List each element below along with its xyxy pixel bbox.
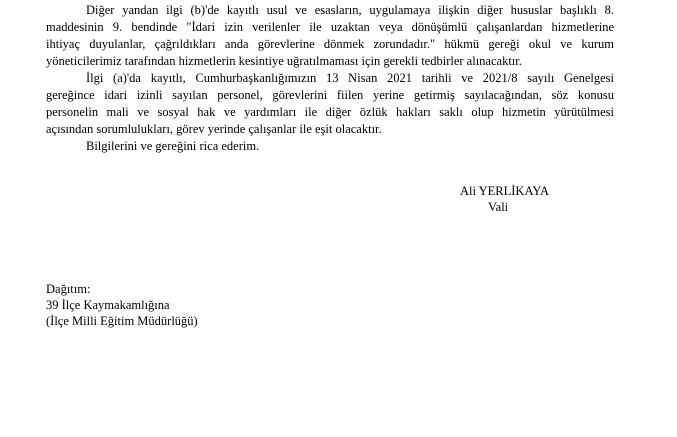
paragraph2-line4: açısından sorumlulukları, görev yerinde çalışanlar ile eşit olacaktır. bbox=[46, 122, 382, 136]
closing-sentence: Bilgilerini ve gereğini rica ederim. bbox=[86, 139, 260, 153]
signatory-title: Vali bbox=[488, 200, 509, 214]
paragraph2-line1: İlgi (a)'da kayıtlı, Cumhurbaşkanlığımızın 13 Nisan 2021 tarihli ve 2021/8 sayılı Genelgesi bbox=[86, 71, 614, 85]
paragraph1-line4: yöneticilerimiz tarafından hizmetlerin kesintiye uğratılmaması için gerekli tedbirler alınacaktır. bbox=[46, 54, 522, 68]
paragraph2-line3: personelin mali ve sosyal hak ve yardımları ile diğer özlük hakları saklı olup hizmetin yürütülmesi bbox=[46, 105, 614, 119]
paragraph1-line3: ihtiyaç duyulanlar, çağrıldıkları anda görevlerine dönmek zorundadır." hükmü gereği okul ve kurum bbox=[46, 37, 614, 51]
distribution-item: (İlçe Milli Eğitim Müdürlüğü) bbox=[46, 314, 198, 328]
paragraph2-line2: gereğince idari izinli sayılan personel, görevlerini fiilen yerine getirmiş sayılacağından, söz konusu bbox=[46, 88, 614, 102]
distribution-heading: Dağıtım: bbox=[46, 282, 91, 296]
paragraph1-line2: maddesinin 9. bendinde "İdari izin verilenler ile uzaktan veya dönüşümlü çalışanlardan hizmetlerine bbox=[46, 20, 614, 34]
paragraph1-line1: Diğer yandan ilgi (b)'de kayıtlı usul ve esasların, uygulamaya ilişkin diğer hususlar başlıklı 8. bbox=[86, 3, 614, 17]
distribution-item: 39 İlçe Kaymakamlığına bbox=[46, 298, 170, 312]
signatory-name: Ali YERLİKAYA bbox=[460, 184, 550, 198]
